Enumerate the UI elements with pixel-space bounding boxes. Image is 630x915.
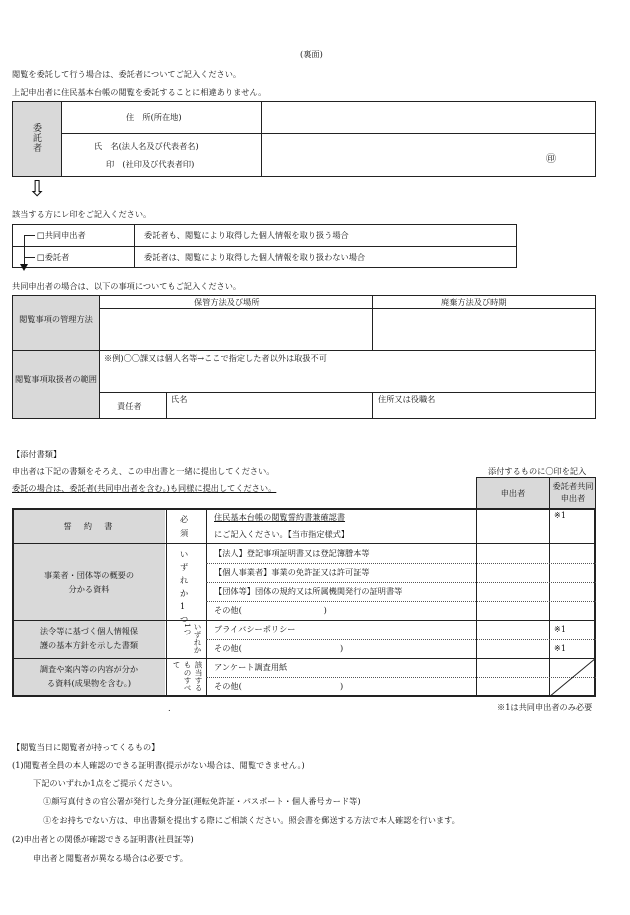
attachments-line-2: 委託の場合は、委託者(共同申出者を含む。)も同様に提出してください。 xyxy=(12,483,277,493)
responsible-address-label: 住所又は役職名 xyxy=(378,394,436,404)
consignor-seal-label: 印 (社印及び代表者印) xyxy=(106,159,195,169)
consignor-side-label: 委託者 xyxy=(31,123,41,153)
overview-item-2: 【個人事業者】事業の免許証又は許可証等 xyxy=(214,567,370,577)
pledge-label: 誓 約 書 xyxy=(63,521,115,531)
joint-instruction: 共同申出者の場合は、以下の事項についてもご記入ください。 xyxy=(12,281,242,291)
policy-required: いずれか1つ xyxy=(183,623,202,654)
option-consignor[interactable]: □委託者 xyxy=(37,252,70,262)
pointer-triangle-icon xyxy=(20,264,28,271)
survey-item-1: アンケート調査用紙 xyxy=(214,662,288,672)
responsible-label: 責任者 xyxy=(117,401,142,411)
policy-label-2: 護の基本方針を示した書類 xyxy=(39,640,139,650)
pledge-required: 必須 xyxy=(180,514,189,538)
bring-item-1a: ①顔写真付きの官公署が発行した身分証(運転免許証・パスポート・個人番号カード等) xyxy=(43,796,361,806)
disposal-header: 廃棄方法及び時期 xyxy=(441,297,507,307)
seal-mark: ㊞ xyxy=(546,154,556,165)
intro-line-1: 閲覧を委託して行う場合は、委託者についてご記入ください。 xyxy=(12,69,242,79)
mark-note: 添付するものに〇印を記入 xyxy=(488,466,587,476)
bring-item-2: (2)申出者との関係が確認できる証明書(社員証等) xyxy=(12,834,194,844)
scope-example: ※例)〇〇課又は個人名等→ここで指定した者以外は取扱不可 xyxy=(104,353,327,363)
policy-label-1: 法令等に基づく個人情報保 xyxy=(39,626,139,636)
disposal-field[interactable] xyxy=(378,312,590,346)
overview-label-1: 事業者・団体等の概要の xyxy=(43,570,135,580)
responsible-name-label: 氏名 xyxy=(171,394,188,404)
back-side-label: (裏面) xyxy=(300,49,323,59)
pledge-text-1: 住民基本台帳の閲覧誓約書兼確認書 xyxy=(214,512,346,522)
overview-required: いずれか1つ xyxy=(180,549,189,624)
option-joint-applicant-desc: 委託者も、閲覧により取得した個人情報を取り扱う場合 xyxy=(144,230,349,240)
bring-heading: 【閲覧当日に閲覧者が持ってくるもの】 xyxy=(12,742,160,752)
intro-line-2: 上記申出者に住民基本台帳の閲覧を委託することに相違ありません。 xyxy=(12,87,267,97)
period-mark: . xyxy=(168,703,171,713)
col-consignor: 委託者共同申出者 xyxy=(552,481,594,503)
survey-item-2: その他( ) xyxy=(214,681,344,691)
scope-label: 閲覧事項取扱者の範囲 xyxy=(15,374,97,384)
consignor-name-label: 氏 名(法人名及び代表者名) xyxy=(94,141,199,151)
policy-item-1: プライバシーポリシー xyxy=(214,624,296,634)
choose-instruction: 該当する方にレ印をご記入ください。 xyxy=(12,209,152,219)
bring-item-1: (1)閲覧者全員の本人確認のできる証明書(提示がない場合は、閲覧できません。) xyxy=(12,760,305,770)
survey-label-1: 調査や案内等の内容が分か xyxy=(39,664,139,674)
not-applicable-slash xyxy=(549,658,596,697)
storage-field[interactable] xyxy=(104,312,366,346)
attachments-heading: 【添付書類】 xyxy=(12,449,62,459)
footnote: ※1は共同申出者のみ必要 xyxy=(497,702,593,712)
attachments-line-1: 申出者は下記の書類をそろえ、この申出書と一緒に提出してください。 xyxy=(12,466,275,476)
overview-label-2: 分かる資料 xyxy=(68,584,110,594)
survey-required: 該当するものすべて xyxy=(172,661,203,692)
policy-note-1: ※1 xyxy=(554,624,567,634)
pledge-note: ※1 xyxy=(554,510,567,520)
bring-item-1-sub: 下記のいずれか1点をご提示ください。 xyxy=(33,778,178,788)
down-arrow-icon: ⇩ xyxy=(28,177,47,202)
overview-item-4: その他( ) xyxy=(214,605,327,615)
mgmt-label: 閲覧事項の管理方法 xyxy=(19,314,93,324)
consignor-address-label: 住 所(所在地) xyxy=(126,112,182,122)
survey-label-2: る資料(成果物を含む。) xyxy=(46,678,132,688)
policy-item-2: その他( ) xyxy=(214,643,344,653)
storage-header: 保管方法及び場所 xyxy=(194,297,260,307)
bring-item-1b: ①をお持ちでない方は、申出書類を提出する際にご相談ください。照会書を郵送する方法で本人確認を行います。 xyxy=(43,815,460,825)
consignor-address-field[interactable] xyxy=(274,112,592,128)
overview-item-1: 【法人】登記事項証明書又は登記簿謄本等 xyxy=(214,548,370,558)
consignor-name-field[interactable] xyxy=(274,140,524,170)
pledge-text-2: にご記入ください。【当市指定様式】 xyxy=(214,529,350,539)
option-consignor-desc: 委託者は、閲覧により取得した個人情報を取り扱わない場合 xyxy=(144,252,366,262)
bring-item-2-sub: 申出者と閲覧者が異なる場合は必要です。 xyxy=(33,853,188,863)
option-joint-applicant[interactable]: □共同申出者 xyxy=(37,230,86,240)
policy-note-2: ※1 xyxy=(554,643,567,653)
col-applicant: 申出者 xyxy=(500,488,526,498)
overview-item-3: 【団体等】団体の規約又は所属機関発行の証明書等 xyxy=(214,586,403,596)
